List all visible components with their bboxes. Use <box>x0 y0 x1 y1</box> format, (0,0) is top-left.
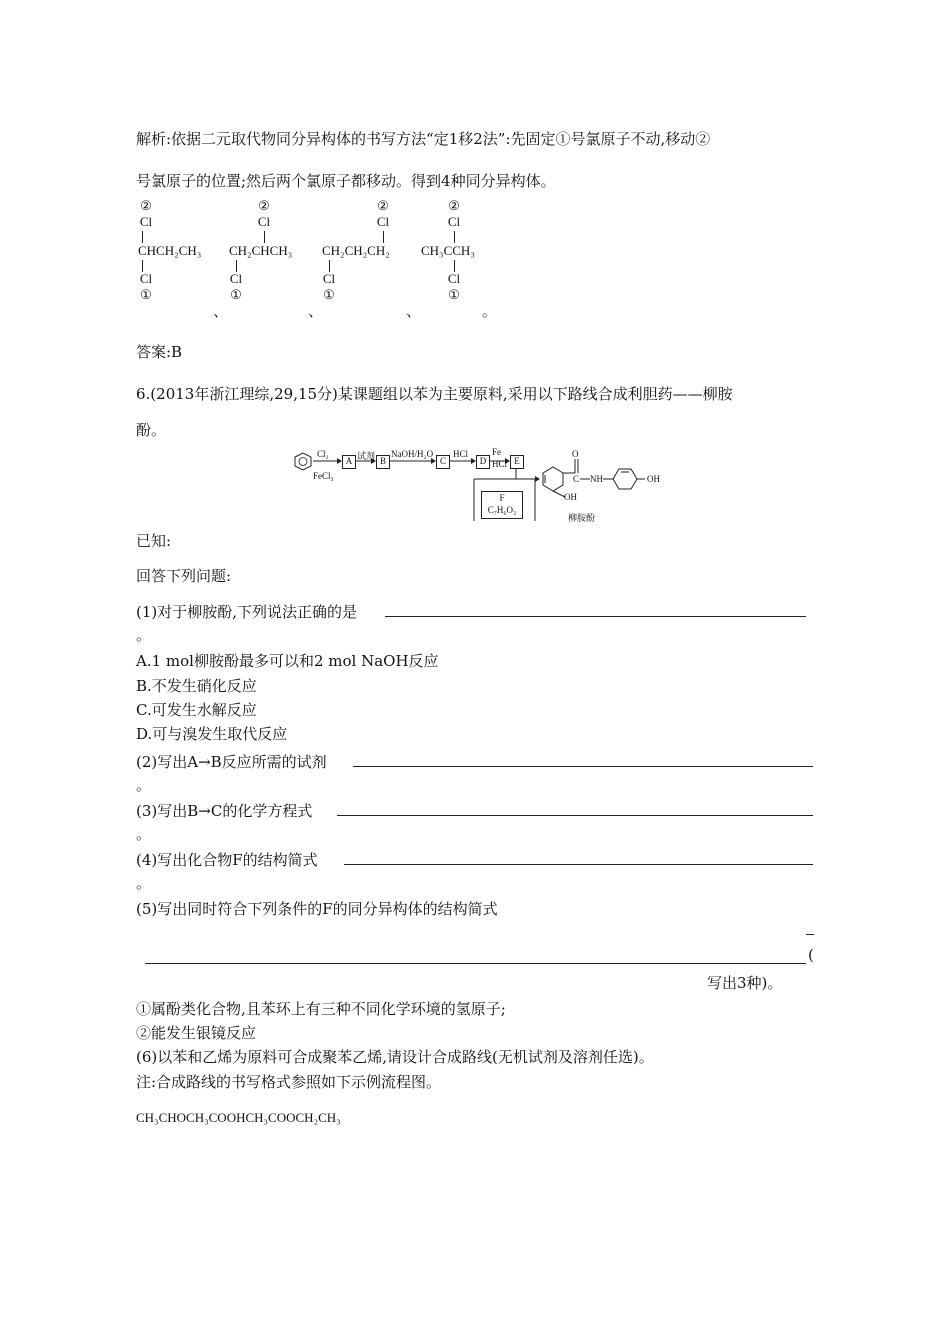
q6-text: (6)以苯和乙烯为原料可合成聚苯乙烯,请设计合成路线(无机试剂及溶剂任选)。 <box>136 1048 654 1066</box>
isomer-2 <box>252 198 276 230</box>
isomer-4-top-num: ② <box>448 198 460 213</box>
isomer-4 <box>442 198 466 230</box>
isomer-2-chain: CH₂CHCH₃ <box>229 243 293 258</box>
isomer-4-bottom-num: ① <box>448 287 460 302</box>
q4-end: 。 <box>136 874 152 892</box>
q5-text: (5)写出同时符合下列条件的F的同分异构体的结构简式 <box>136 900 498 918</box>
isomer-3-bottom-num: ① <box>323 287 335 302</box>
isomer-3-top-cl: Cl <box>376 214 390 229</box>
q2-end: 。 <box>136 776 152 794</box>
isomer-4-bottom-cl: Cl <box>447 271 461 286</box>
reagent-hcl-1: HCl <box>453 449 469 459</box>
option-d: D.可与溴发生取代反应 <box>136 725 288 743</box>
answer-prompt: 回答下列问题: <box>136 567 232 585</box>
isomer-4-bottom <box>442 271 466 303</box>
question6-line-2: 酚。 <box>136 421 167 439</box>
option-b: B.不发生硝化反应 <box>136 677 257 695</box>
isomer-2-bottom-num: ① <box>230 287 242 302</box>
separator-2: 、 <box>308 302 324 320</box>
isomer-1-top-cl: Cl <box>139 214 153 229</box>
q4-blank[interactable] <box>344 864 813 865</box>
isomer-1-chain: CHCH₂CH₃ <box>138 243 202 258</box>
synthesis-scheme <box>285 447 685 532</box>
isomer-1-bottom-cl: Cl <box>139 271 153 286</box>
isomer-3-top-num: ② <box>377 198 389 213</box>
box-b: B <box>376 455 390 469</box>
box-d: D <box>476 455 490 469</box>
q1-blank[interactable] <box>385 616 806 617</box>
option-c: C.可发生水解反应 <box>136 701 257 719</box>
reagent-fe: Fe <box>492 447 501 457</box>
separator-1: 、 <box>213 302 229 320</box>
condition-1: ①属酚类化合物,且苯环上有三种不同化学环境的氢原子; <box>136 1000 506 1018</box>
analysis-line-2: 号氯原子的位置;然后两个氯原子都移动。得到4种同分异构体。 <box>136 172 556 190</box>
box-e: E <box>510 455 524 469</box>
box-f-formula: C₇H₆O₃ <box>487 505 517 515</box>
reagent-fecl3: FeCl₃ <box>313 471 334 481</box>
isomer-2-bottom <box>224 271 248 303</box>
product-o: O <box>572 449 579 459</box>
product-nh: NH <box>590 474 603 484</box>
q3-text: (3)写出B→C的化学方程式 <box>136 802 313 820</box>
product-oh-lower: OH <box>564 492 577 502</box>
q2-text: (2)写出A→B反应所需的试剂 <box>136 753 327 771</box>
isomer-2-bottom-cl: Cl <box>229 271 243 286</box>
isomer-3-bottom-cl: Cl <box>322 271 336 286</box>
analysis-line-1: 解析:依据二元取代物同分异构体的书写方法“定1移2法”:先固定①号氯原子不动,移动② <box>136 130 711 148</box>
product-name: 柳胺酚 <box>568 514 596 524</box>
q5-end: 写出3种)。 <box>707 974 783 992</box>
isomer-2-top-num: ② <box>258 198 270 213</box>
q1-end: 。 <box>136 626 152 644</box>
box-c: C <box>436 455 450 469</box>
isomer-3 <box>371 198 395 230</box>
isomer-3-bottom <box>317 271 341 303</box>
isomer-3-chain: CH₂CH₂CH₂ <box>322 243 390 258</box>
isomer-4-top-cl: Cl <box>447 214 461 229</box>
isomer-1-bottom-num: ① <box>140 287 152 302</box>
isomer-1-bottom <box>134 271 158 303</box>
isomer-4-chain: CH₃CCH₃ <box>421 243 475 258</box>
box-f-label: F <box>499 493 505 503</box>
product-c: C <box>573 474 580 484</box>
isomer-2-top-cl: Cl <box>257 214 271 229</box>
separator-3: 、 <box>406 302 422 320</box>
isomer-1-top-num: ② <box>140 198 152 213</box>
option-a: A.1 mol柳胺酚最多可以和2 mol NaOH反应 <box>136 652 439 670</box>
known-label: 已知: <box>136 532 172 550</box>
q1-text: (1)对于柳胺酚,下列说法正确的是 <box>136 603 358 621</box>
box-f <box>481 491 523 519</box>
q3-end: 。 <box>136 825 152 843</box>
reagent-shiji: 试剂 <box>357 452 376 462</box>
example-flow: CH₃CHOCH₃COOHCH₃COOCH₂CH₃ <box>136 1110 341 1125</box>
question6-line-1: 6.(2013年浙江理综,29,15分)某课题组以苯为主要原料,采用以下路线合成利胆药——柳胺 <box>136 385 733 403</box>
q5-blank-tick <box>806 934 814 935</box>
reagent-hcl-2: HCl <box>492 459 508 469</box>
condition-2: ②能发生银镜反应 <box>136 1024 257 1042</box>
q2-blank[interactable] <box>353 766 813 767</box>
note: 注:合成路线的书写格式参照如下示例流程图。 <box>136 1073 442 1091</box>
box-a: A <box>342 455 356 469</box>
answer: 答案:B <box>136 343 183 361</box>
q4-text: (4)写出化合物F的结构简式 <box>136 851 318 869</box>
reagent-cl2: Cl₂ <box>317 449 329 459</box>
separator-4: 。 <box>482 302 498 320</box>
reagent-naoh: NaOH/H₂O <box>391 449 434 459</box>
q3-blank[interactable] <box>337 815 813 816</box>
q5-blank[interactable] <box>145 963 806 964</box>
product-oh-right: OH <box>647 474 660 484</box>
isomer-1 <box>134 198 158 230</box>
q5-paren: ( <box>808 946 814 964</box>
